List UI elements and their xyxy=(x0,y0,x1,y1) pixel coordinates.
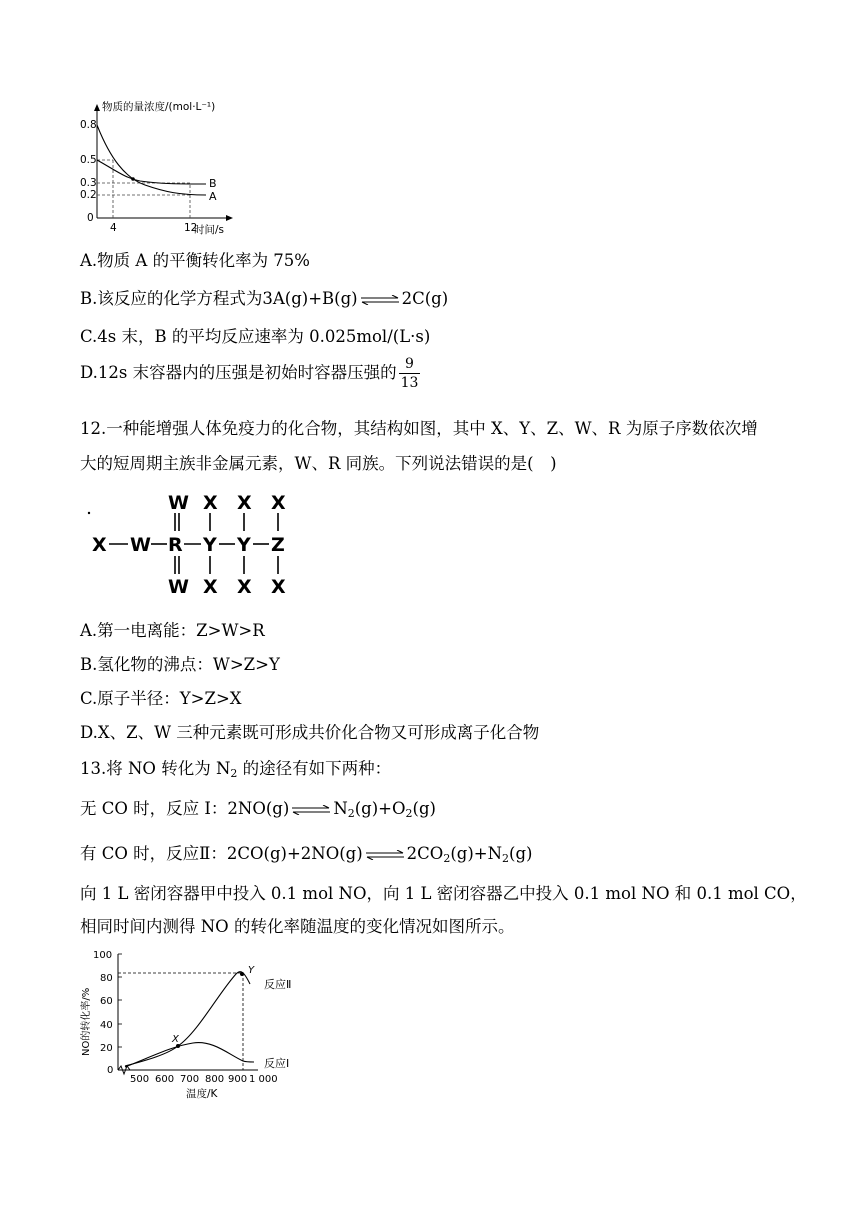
q13-stem xyxy=(80,755,391,780)
ytick-20: 20 xyxy=(100,1043,113,1054)
atom-r: R xyxy=(168,534,183,556)
q12-option-d: D.X、Z、W 三种元素既可形成共价化合物又可形成离子化合物 xyxy=(80,723,540,742)
q11-option-c: C.4s 末，B 的平均反应速率为 0.025mol/(L·s) xyxy=(80,327,431,346)
q13-desc-line2: 相同时间内测得 NO 的转化率随温度的变化情况如图所示。 xyxy=(80,917,515,936)
stray-dot xyxy=(88,512,90,514)
point-x-label: X xyxy=(172,1034,179,1045)
atom-bottom-x2: X xyxy=(237,576,252,598)
xtick-700: 700 xyxy=(180,1074,200,1085)
q13-stem-pre: 13.将 NO 转化为 N xyxy=(80,759,231,778)
ytick-100: 100 xyxy=(93,950,113,961)
curve-reaction-1 xyxy=(125,1043,254,1067)
r2-right-c: (g) xyxy=(509,844,533,863)
r1-right-b: (g)+O xyxy=(354,799,406,818)
xtick-12: 12 xyxy=(184,222,198,234)
atom-w: W xyxy=(130,534,151,556)
q11-option-d-prefix: D.12s 末容器内的压强是初始时容器压强的 xyxy=(80,363,397,382)
ytick-0.8: 0.8 xyxy=(80,119,97,131)
ytick-0.2: 0.2 xyxy=(80,189,97,201)
ytick-0: 0 xyxy=(107,1065,114,1076)
xtick-1000: 1 000 xyxy=(249,1074,278,1085)
xtick-500: 500 xyxy=(130,1074,150,1085)
fraction xyxy=(399,355,421,392)
no-conversion-chart xyxy=(78,944,318,1104)
y-axis-label: 物质的量浓度/(mol·L⁻¹) xyxy=(102,101,216,113)
xtick-800: 800 xyxy=(205,1074,225,1085)
q13-reaction-1 xyxy=(80,795,436,820)
r2-right-b: (g)+N xyxy=(450,844,503,863)
r1-right-c: (g) xyxy=(412,799,436,818)
x-axis-arrow xyxy=(226,215,233,221)
subscript: 2 xyxy=(502,852,510,865)
concentration-time-chart xyxy=(70,98,240,240)
r2-right-a: 2CO xyxy=(406,844,444,863)
ytick-0.3: 0.3 xyxy=(80,177,97,189)
equilibrium-arrow xyxy=(360,295,400,305)
atom-x: X xyxy=(92,534,107,556)
fraction-numerator: 9 xyxy=(399,355,421,374)
x-axis-label: 温度/K xyxy=(186,1088,218,1100)
r1-left: 2NO(g) xyxy=(227,799,290,818)
reaction-2-label: 反应Ⅱ xyxy=(264,978,292,991)
q11-b-eq-right: 2C(g) xyxy=(401,289,449,308)
subscript: 2 xyxy=(347,807,355,820)
subscript: 2 xyxy=(405,807,413,820)
q11-option-d xyxy=(80,355,420,392)
ytick-60: 60 xyxy=(100,996,113,1007)
subscript: 2 xyxy=(443,852,451,865)
curve-reaction-2 xyxy=(125,972,250,1066)
y-axis-arrow xyxy=(94,104,100,111)
subscript: 2 xyxy=(230,767,238,780)
q12-stem-line1: 12.一种能增强人体免疫力的化合物，其结构如图，其中 X、Y、Z、W、R 为原子序数依次增 xyxy=(80,419,758,438)
atom-top-w: W xyxy=(168,492,189,514)
point-y-label: Y xyxy=(248,965,255,976)
r2-label: 有 CO 时，反应Ⅱ： xyxy=(80,844,227,863)
q11-option-b xyxy=(80,285,448,309)
molecular-structure xyxy=(78,485,318,605)
ytick-0: 0 xyxy=(87,212,94,224)
r1-label: 无 CO 时，反应 I： xyxy=(80,799,228,818)
atom-top-x1: X xyxy=(203,492,218,514)
q13-desc-line1: 向 1 L 密闭容器甲中投入 0.1 mol NO，向 1 L 密闭容器乙中投入 0.1 mol NO 和 0.1 mol CO， xyxy=(80,884,807,903)
reaction-1-label: 反应Ⅰ xyxy=(264,1057,290,1070)
atom-y1: Y xyxy=(203,534,217,556)
q11-option-a: A.物质 A 的平衡转化率为 75% xyxy=(80,251,310,270)
q12-stem-line2: 大的短周期主族非金属元素，W、R 同族。下列说法错误的是( ) xyxy=(80,454,557,473)
r2-left: 2CO(g)+2NO(g) xyxy=(226,844,363,863)
xtick-900: 900 xyxy=(228,1074,248,1085)
xtick-4: 4 xyxy=(110,222,117,234)
ytick-40: 40 xyxy=(100,1020,113,1031)
curve-B-label: B xyxy=(209,177,217,190)
curve-A-label: A xyxy=(209,190,217,203)
r1-right-a: N xyxy=(333,799,348,818)
atom-top-x3: X xyxy=(271,492,286,514)
q12-option-b: B.氢化物的沸点：W>Z>Y xyxy=(80,655,280,674)
fraction-denominator: 13 xyxy=(400,375,419,391)
equilibrium-arrow xyxy=(291,805,331,815)
x-axis-label: 时间/s xyxy=(194,224,225,236)
y-axis-label: NO的转化率/% xyxy=(81,987,92,1056)
xtick-600: 600 xyxy=(155,1074,175,1085)
q12-option-a: A.第一电离能：Z>W>R xyxy=(80,621,265,640)
ytick-80: 80 xyxy=(100,973,113,984)
point-y xyxy=(240,972,244,976)
atom-z: Z xyxy=(271,534,285,556)
q12-option-c: C.原子半径：Y>Z>X xyxy=(80,689,242,708)
q11-option-b-prefix: B.该反应的化学方程式为 xyxy=(80,289,263,308)
q13-stem-post: 的途径有如下两种： xyxy=(237,759,392,778)
q13-reaction-2 xyxy=(80,840,532,865)
equilibrium-arrow xyxy=(365,850,405,860)
atom-bottom-w: W xyxy=(168,576,189,598)
ytick-0.5: 0.5 xyxy=(80,154,97,166)
q11-b-eq-left: 3A(g)+B(g) xyxy=(262,289,358,308)
atom-bottom-x3: X xyxy=(271,576,286,598)
intersection-point xyxy=(131,177,135,181)
atom-top-x2: X xyxy=(237,492,252,514)
atom-y2: Y xyxy=(237,534,251,556)
atom-bottom-x1: X xyxy=(203,576,218,598)
